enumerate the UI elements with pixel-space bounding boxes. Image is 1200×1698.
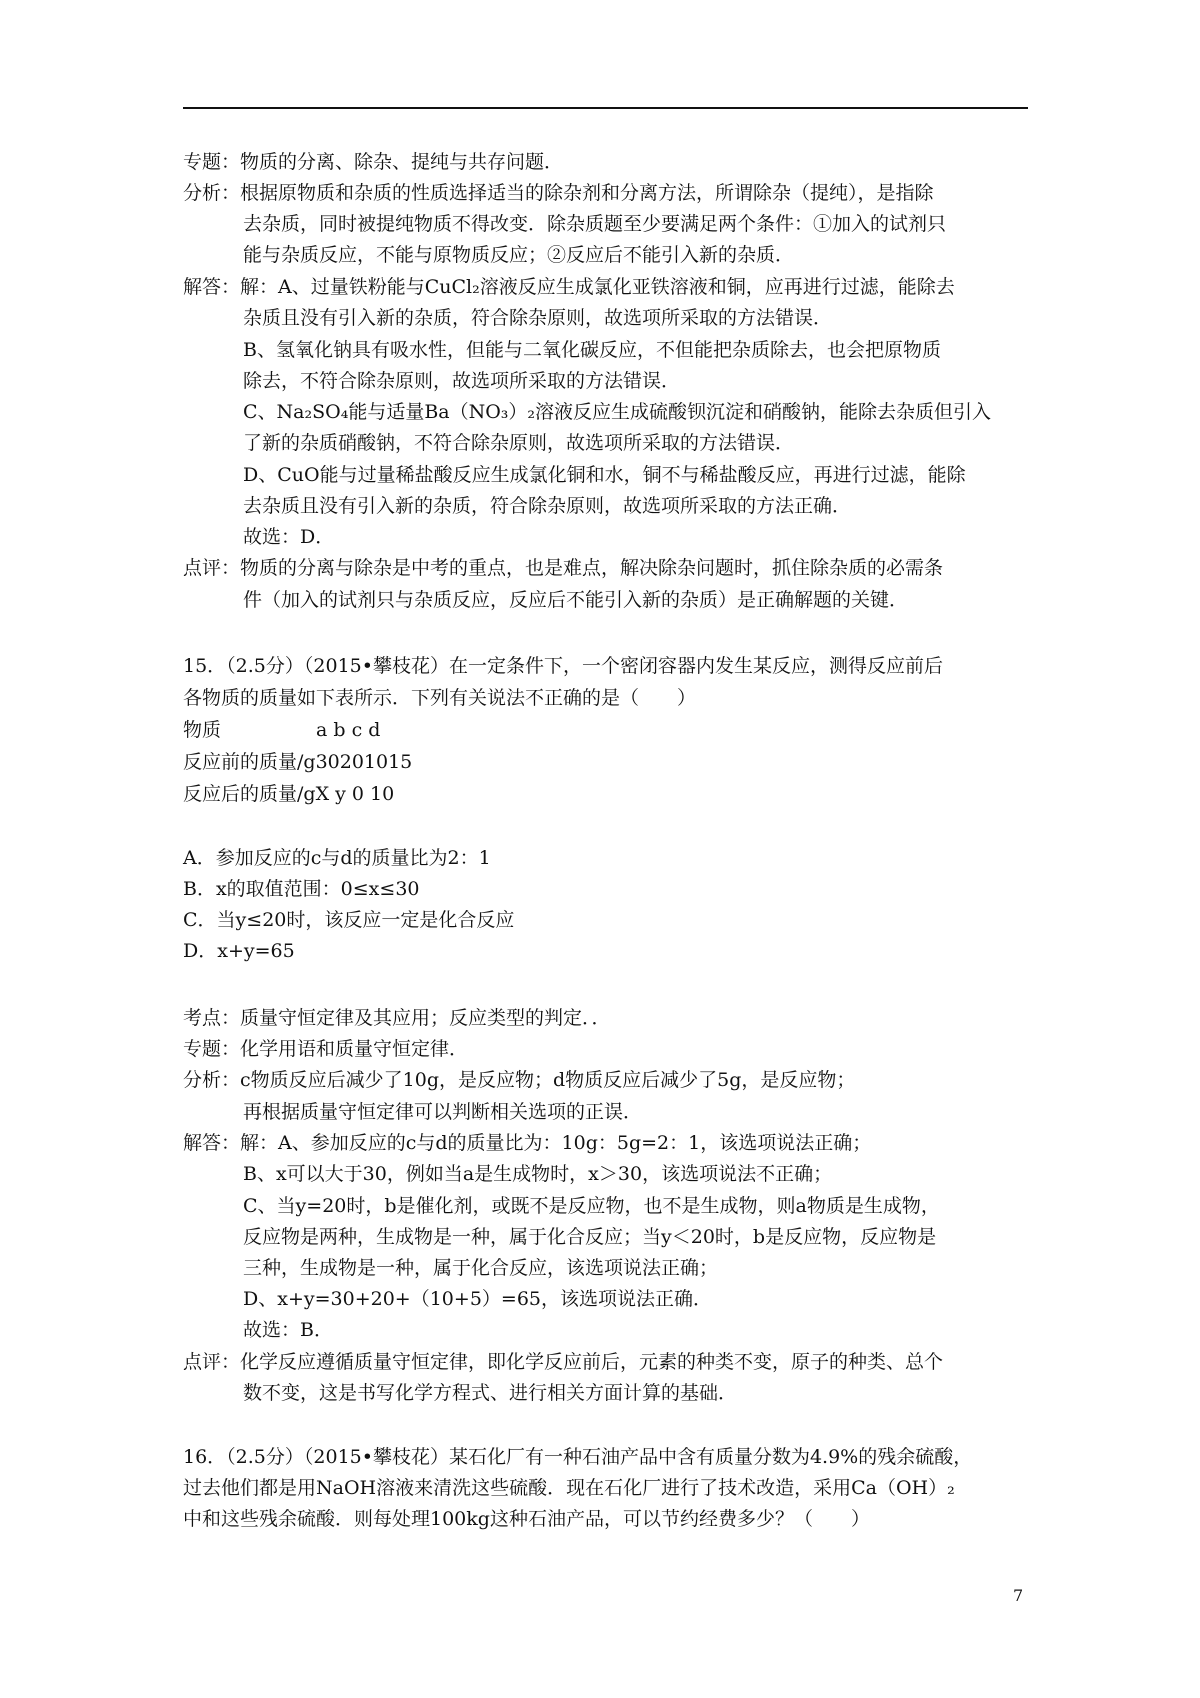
solution-line: C、Na₂SO₄能与适量Ba（NO₃）₂溶液反应生成硫酸钡沉淀和硝酸钠，能除去杂质但引入 — [243, 401, 992, 423]
question-15-stem: 15．（2.5分）（2015•攀枝花）在一定条件下，一个密闭容器内发生某反应，测得反应前后 — [183, 655, 943, 677]
knowledge-point-line: 考点：质量守恒定律及其应用；反应类型的判定．． — [183, 1007, 611, 1029]
solution-line: B、x可以大于30，例如当a是生成物时，x＞30，该选项说法不正确； — [243, 1163, 833, 1185]
option-a: A．参加反应的c与d的质量比为2：1 — [183, 847, 491, 869]
solution-line: D、x+y=30+20+（10+5）=65，该选项说法正确． — [243, 1288, 712, 1310]
comment-line: 数不变，这是书写化学方程式、进行相关方面计算的基础． — [243, 1382, 738, 1404]
analysis-line: 再根据质量守恒定律可以判断相关选项的正误． — [243, 1101, 643, 1123]
option-c: C．当y≤20时，该反应一定是化合反应 — [183, 909, 515, 931]
question-16-stem: 过去他们都是用NaOH溶液来清洗这些硫酸．现在石化厂进行了技术改造，采用Ca（OH）₂ — [183, 1477, 955, 1499]
comment-line: 点评：物质的分离与除杂是中考的重点，也是难点，解决除杂问题时，抓住除杂质的必需条 — [183, 557, 944, 579]
header-rule — [183, 107, 1028, 109]
analysis-line: 分析：c物质反应后减少了10g，是反应物；d物质反应后减少了5g，是反应物； — [183, 1069, 856, 1091]
option-d: D．x+y=65 — [183, 940, 295, 962]
table-row: 反应前的质量/g30201015 — [183, 751, 413, 773]
solution-line: 解答：解：A、过量铁粉能与CuCl₂溶液反应生成氯化亚铁溶液和铜，应再进行过滤，能除去 — [183, 276, 955, 298]
question-15-stem: 各物质的质量如下表所示．下列有关说法不正确的是（ ） — [183, 687, 697, 709]
answer-line: 故选：D． — [243, 526, 335, 548]
solution-line: 三种，生成物是一种，属于化合反应，该选项说法正确； — [243, 1257, 719, 1279]
analysis-line: 去杂质，同时被提纯物质不得改变．除杂质题至少要满足两个条件：①加入的试剂只 — [243, 213, 947, 235]
question-16-stem: 16．（2.5分）（2015•攀枝花）某石化厂有一种石油产品中含有质量分数为4.9%的残余硫酸， — [183, 1446, 973, 1468]
option-b: B．x的取值范围：0≤x≤30 — [183, 878, 420, 900]
solution-line: C、当y=20时，b是催化剂，或既不是反应物，也不是生成物，则a物质是生成物， — [243, 1195, 940, 1217]
table-row: 反应后的质量/gX y 0 10 — [183, 783, 395, 805]
topic-line: 专题：物质的分离、除杂、提纯与共存问题． — [183, 151, 564, 173]
analysis-line: 能与杂质反应，不能与原物质反应；②反应后不能引入新的杂质． — [243, 244, 795, 266]
solution-line: 解答：解：A、参加反应的c与d的质量比为：10g：5g=2：1，该选项说法正确； — [183, 1132, 872, 1154]
table-row: 物质 a b c d — [183, 719, 381, 741]
solution-line: 了新的杂质硝酸钠，不符合除杂原则，故选项所采取的方法错误． — [243, 432, 795, 454]
topic-line: 专题：化学用语和质量守恒定律． — [183, 1038, 469, 1060]
answer-line: 故选：B． — [243, 1319, 333, 1341]
solution-line: 去杂质且没有引入新的杂质，符合除杂原则，故选项所采取的方法正确． — [243, 495, 852, 517]
solution-line: D、CuO能与过量稀盐酸反应生成氯化铜和水，铜不与稀盐酸反应，再进行过滤，能除 — [243, 464, 966, 486]
solution-line: 除去，不符合除杂原则，故选项所采取的方法错误． — [243, 370, 681, 392]
question-16-stem: 中和这些残余硫酸．则每处理100kg这种石油产品，可以节约经费多少？（ ） — [183, 1508, 870, 1530]
page-number: 7 — [1013, 1586, 1024, 1605]
solution-line: B、氢氧化钠具有吸水性，但能与二氧化碳反应，不但能把杂质除去，也会把原物质 — [243, 339, 941, 361]
comment-line: 点评：化学反应遵循质量守恒定律，即化学反应前后，元素的种类不变，原子的种类、总个 — [183, 1351, 944, 1373]
solution-line: 反应物是两种，生成物是一种，属于化合反应；当y＜20时，b是反应物，反应物是 — [243, 1226, 937, 1248]
comment-line: 件（加入的试剂只与杂质反应，反应后不能引入新的杂质）是正确解题的关键． — [243, 589, 909, 611]
analysis-line: 分析：根据原物质和杂质的性质选择适当的除杂剂和分离方法，所谓除杂（提纯），是指除 — [183, 182, 934, 204]
solution-line: 杂质且没有引入新的杂质，符合除杂原则，故选项所采取的方法错误． — [243, 307, 833, 329]
